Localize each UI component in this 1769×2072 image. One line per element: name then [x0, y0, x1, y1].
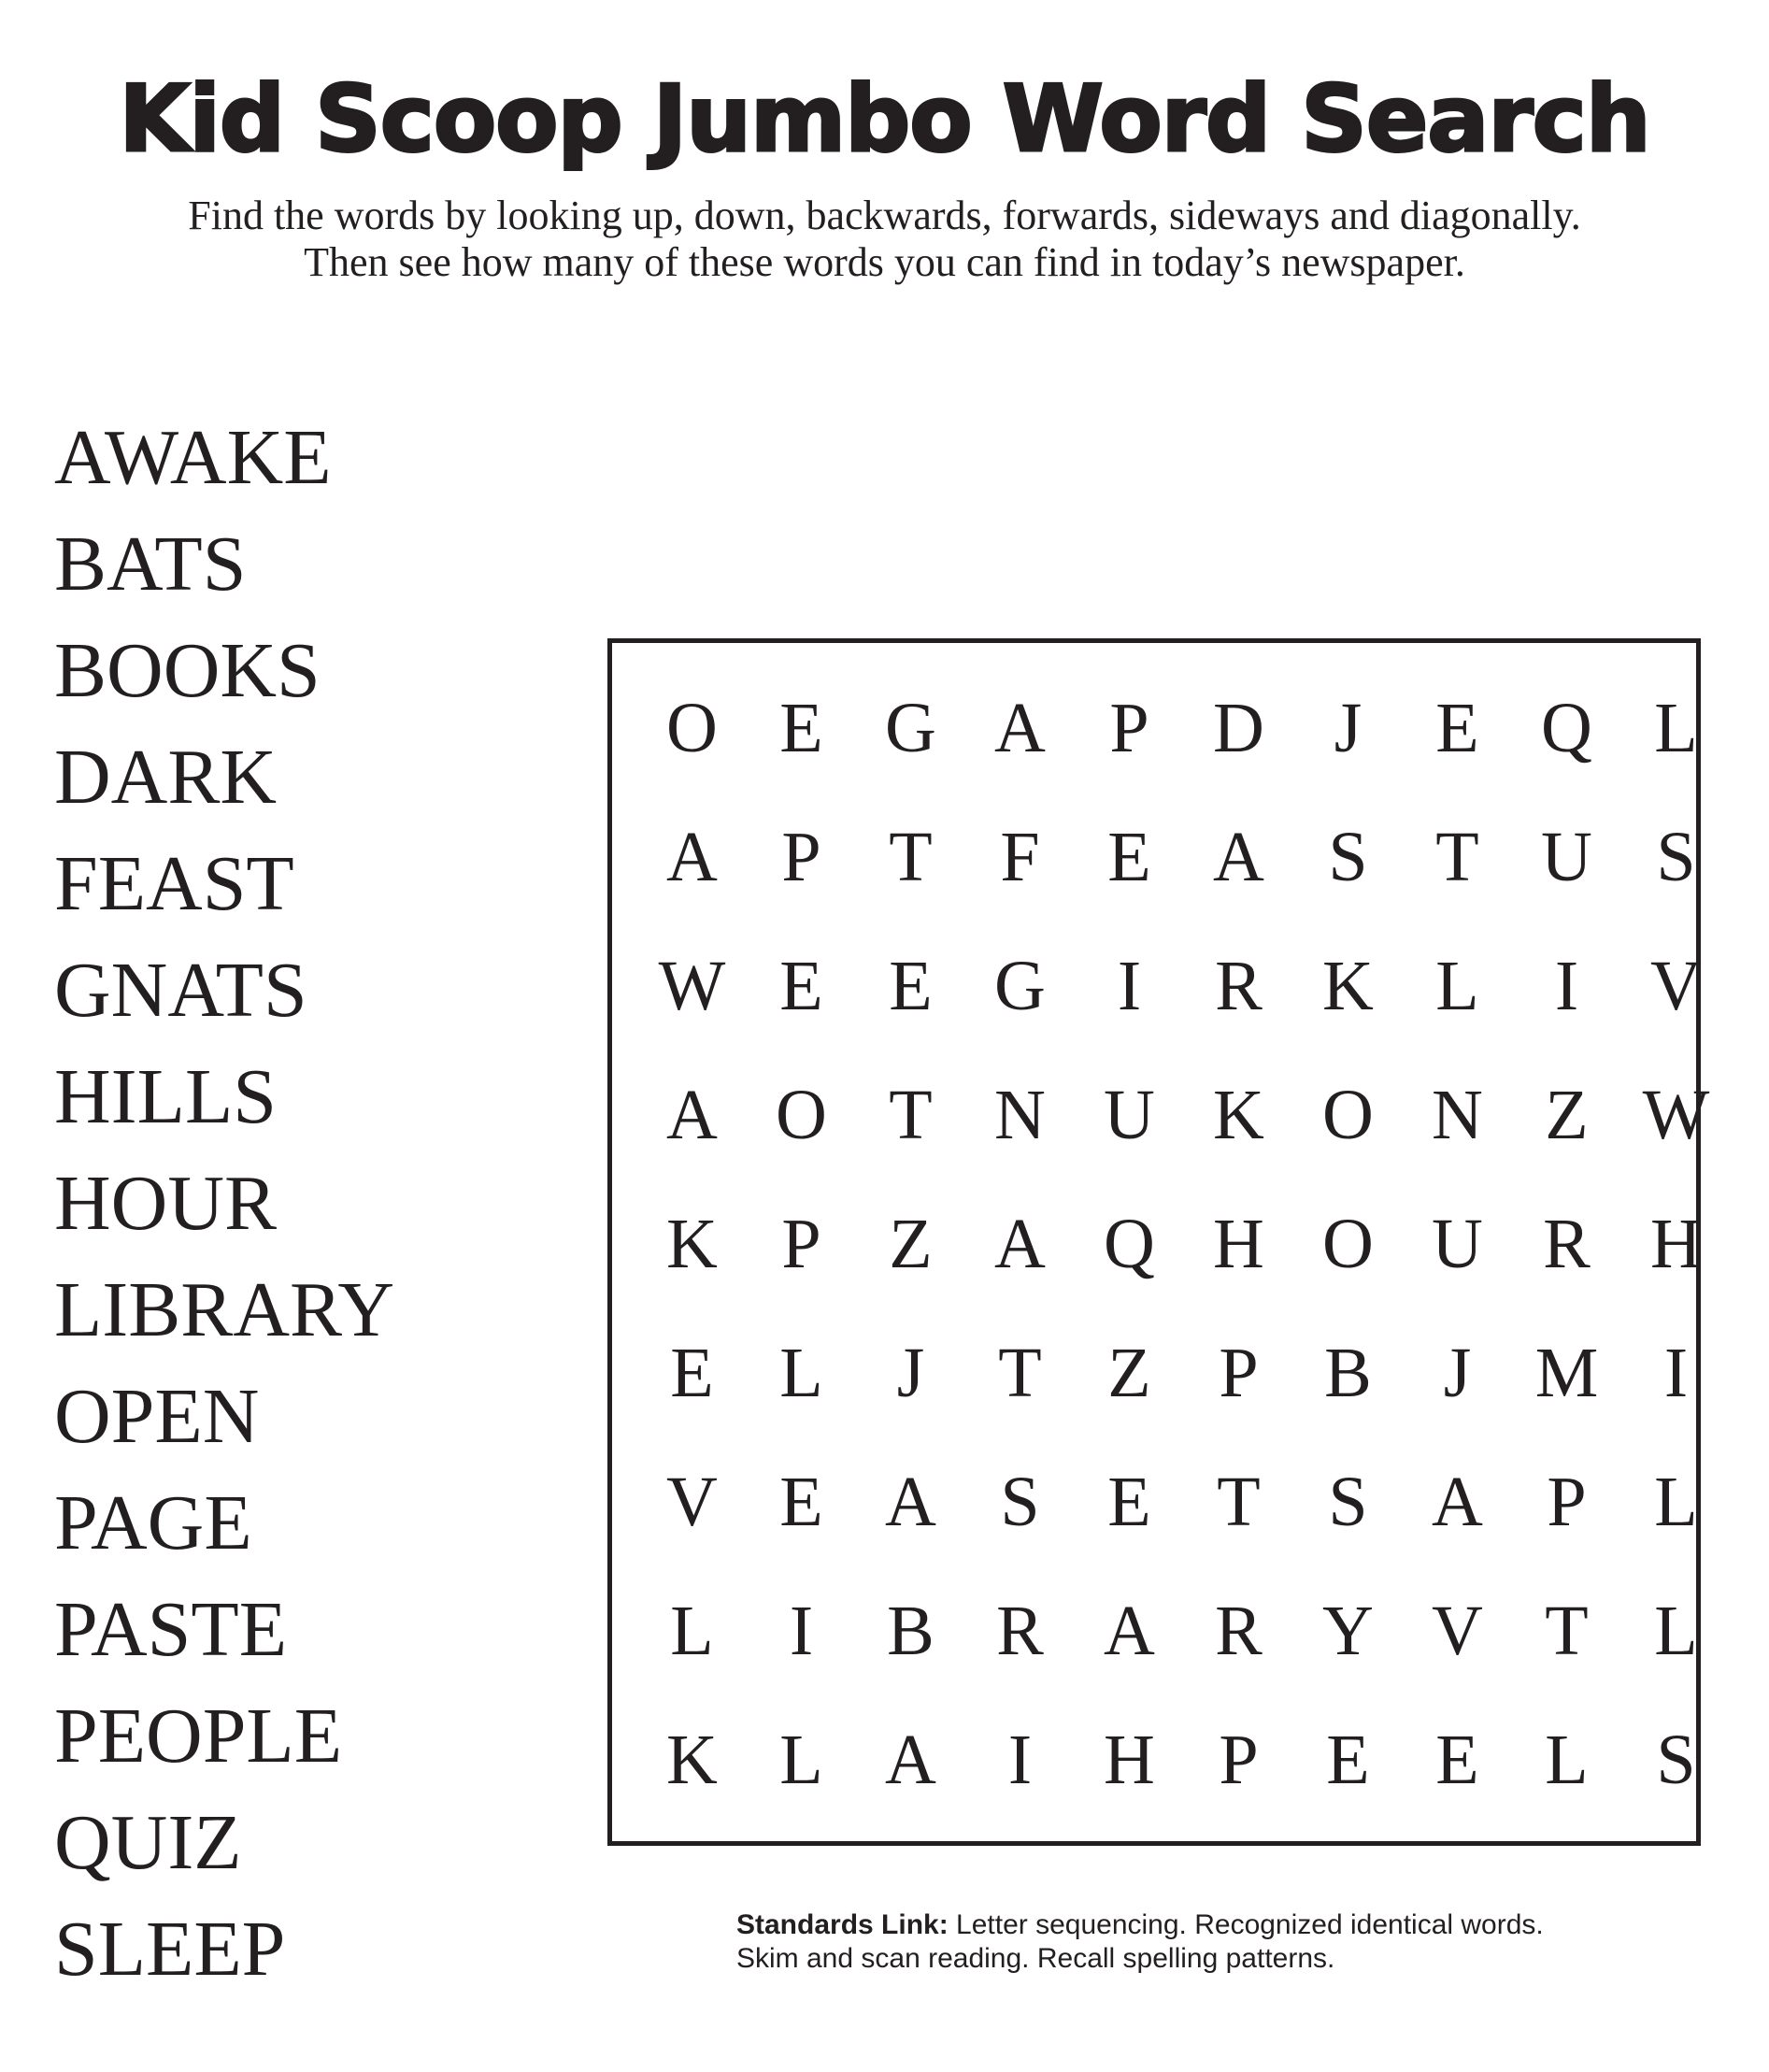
grid-cell: V: [1432, 1591, 1483, 1670]
grid-cell: M: [1534, 1333, 1599, 1412]
grid-cell: L: [1545, 1720, 1589, 1799]
grid-cell: H: [1650, 1204, 1702, 1283]
grid-cell: T: [1435, 817, 1479, 896]
word-item: FEAST: [54, 840, 294, 927]
grid-cell: F: [1000, 817, 1040, 896]
word-item: AWAKE: [54, 414, 332, 501]
puzzle-grid-frame: [607, 638, 1710, 1846]
grid-cell: N: [1432, 1075, 1483, 1154]
grid-cell: J: [1443, 1333, 1472, 1412]
word-item: BOOKS: [54, 627, 321, 714]
page-title: Kid Scoop Jumbo Word Search: [119, 66, 1650, 173]
word-list: [54, 411, 394, 2009]
word-item: PAGE: [54, 1479, 252, 1566]
word-item: SLEEP: [54, 1906, 286, 1993]
word-item: PEOPLE: [54, 1693, 343, 1779]
grid-cell: P: [781, 1204, 821, 1283]
grid-cell: A: [994, 1204, 1046, 1283]
grid-cell: S: [1328, 1462, 1368, 1541]
grid-cell: P: [1547, 1462, 1587, 1541]
grid-cell: Y: [1322, 1591, 1374, 1670]
word-item: PASTE: [54, 1586, 288, 1673]
grid-cell: K: [1322, 946, 1374, 1025]
grid-cell: Z: [1107, 1333, 1151, 1412]
standards-link: [736, 1908, 1544, 1976]
grid-cell: J: [1334, 688, 1362, 767]
grid-cell: B: [887, 1591, 934, 1670]
grid-cell: E: [779, 946, 823, 1025]
grid-cell: E: [1326, 1720, 1370, 1799]
grid-cell: P: [1219, 1720, 1259, 1799]
grid-cell: E: [1435, 1720, 1479, 1799]
grid-cell: O: [1322, 1204, 1374, 1283]
grid-cell: E: [1435, 688, 1479, 767]
grid-cell: S: [1328, 817, 1368, 896]
standards-label: Standards Link:: [736, 1909, 949, 1940]
grid-cell: R: [1215, 946, 1263, 1025]
word-item: BATS: [54, 521, 247, 607]
grid-cell: K: [666, 1720, 718, 1799]
word-item: DARK: [54, 734, 278, 821]
grid-cell: R: [996, 1591, 1044, 1670]
grid-cell: A: [1104, 1591, 1155, 1670]
grid-cell: K: [666, 1204, 718, 1283]
grid-cell: U: [1432, 1204, 1483, 1283]
grid-cell: I: [1554, 946, 1579, 1025]
grid-cell: A: [885, 1462, 936, 1541]
grid-cell: B: [1324, 1333, 1372, 1412]
grid-cell: V: [666, 1462, 718, 1541]
grid-cell: A: [1432, 1462, 1483, 1541]
grid-cell: L: [779, 1333, 823, 1412]
grid-cell: I: [1663, 1333, 1689, 1412]
grid-cell: S: [1000, 1462, 1040, 1541]
grid-cell: S: [1656, 817, 1696, 896]
grid-cell: W: [1642, 1075, 1710, 1154]
grid-cell: T: [998, 1333, 1042, 1412]
grid-cell: E: [889, 946, 933, 1025]
grid-cell: E: [670, 1333, 714, 1412]
word-item: GNATS: [54, 947, 307, 1034]
grid-cell: E: [779, 688, 823, 767]
grid-cell: L: [779, 1720, 823, 1799]
instructions-line-1: Find the words by looking up, down, backwards, forwards, sideways and diagonally.: [188, 193, 1581, 238]
grid-cell: D: [1213, 688, 1264, 767]
instructions: [0, 193, 1769, 286]
grid-cell: L: [1654, 688, 1698, 767]
grid-cell: O: [776, 1075, 827, 1154]
grid-cell: R: [1215, 1591, 1263, 1670]
word-item: LIBRARY: [54, 1266, 395, 1353]
grid-cell: H: [1104, 1720, 1155, 1799]
grid-cell: A: [994, 688, 1046, 767]
grid-cell: E: [1107, 1462, 1151, 1541]
grid-cell: W: [658, 946, 726, 1025]
grid-cell: Z: [1545, 1075, 1589, 1154]
letter-grid: [637, 664, 1731, 1824]
grid-cell: U: [1541, 817, 1592, 896]
grid-cell: I: [1117, 946, 1142, 1025]
instructions-line-2: Then see how many of these words you can find in today’s newspaper.: [304, 239, 1465, 285]
grid-cell: N: [994, 1075, 1046, 1154]
grid-cell: I: [1007, 1720, 1033, 1799]
standards-line-2: Skim and scan reading. Recall spelling patterns.: [736, 1943, 1335, 1974]
grid-cell: G: [994, 946, 1046, 1025]
grid-cell: T: [1545, 1591, 1589, 1670]
grid-cell: S: [1656, 1720, 1696, 1799]
standards-line-1: [736, 1908, 1544, 1942]
grid-cell: Z: [889, 1204, 933, 1283]
grid-cell: V: [1650, 946, 1702, 1025]
grid-cell: Q: [1541, 688, 1592, 767]
grid-cell: A: [666, 817, 718, 896]
grid-cell: L: [1654, 1462, 1698, 1541]
grid-cell: O: [1322, 1075, 1374, 1154]
grid-cell: H: [1213, 1204, 1264, 1283]
grid-cell: I: [789, 1591, 814, 1670]
word-item: QUIZ: [54, 1799, 242, 1886]
grid-cell: A: [885, 1720, 936, 1799]
grid-cell: L: [1435, 946, 1479, 1025]
grid-cell: E: [779, 1462, 823, 1541]
standards-text-1: Letter sequencing. Recognized identical words.: [948, 1909, 1544, 1940]
word-item: OPEN: [54, 1373, 260, 1460]
grid-cell: G: [885, 688, 936, 767]
grid-cell: A: [1213, 817, 1264, 896]
grid-cell: O: [666, 688, 718, 767]
grid-cell: P: [1109, 688, 1149, 767]
grid-cell: T: [1217, 1462, 1261, 1541]
grid-cell: T: [889, 817, 933, 896]
grid-cell: L: [670, 1591, 714, 1670]
grid-cell: K: [1213, 1075, 1264, 1154]
grid-cell: R: [1543, 1204, 1591, 1283]
grid-cell: Q: [1104, 1204, 1155, 1283]
grid-cell: A: [666, 1075, 718, 1154]
grid-cell: J: [896, 1333, 925, 1412]
grid-cell: T: [889, 1075, 933, 1154]
grid-cell: U: [1104, 1075, 1155, 1154]
word-item: HOUR: [54, 1160, 278, 1247]
grid-cell: E: [1107, 817, 1151, 896]
word-item: HILLS: [54, 1053, 277, 1140]
grid-cell: P: [781, 817, 821, 896]
grid-cell: L: [1654, 1591, 1698, 1670]
grid-cell: P: [1219, 1333, 1259, 1412]
